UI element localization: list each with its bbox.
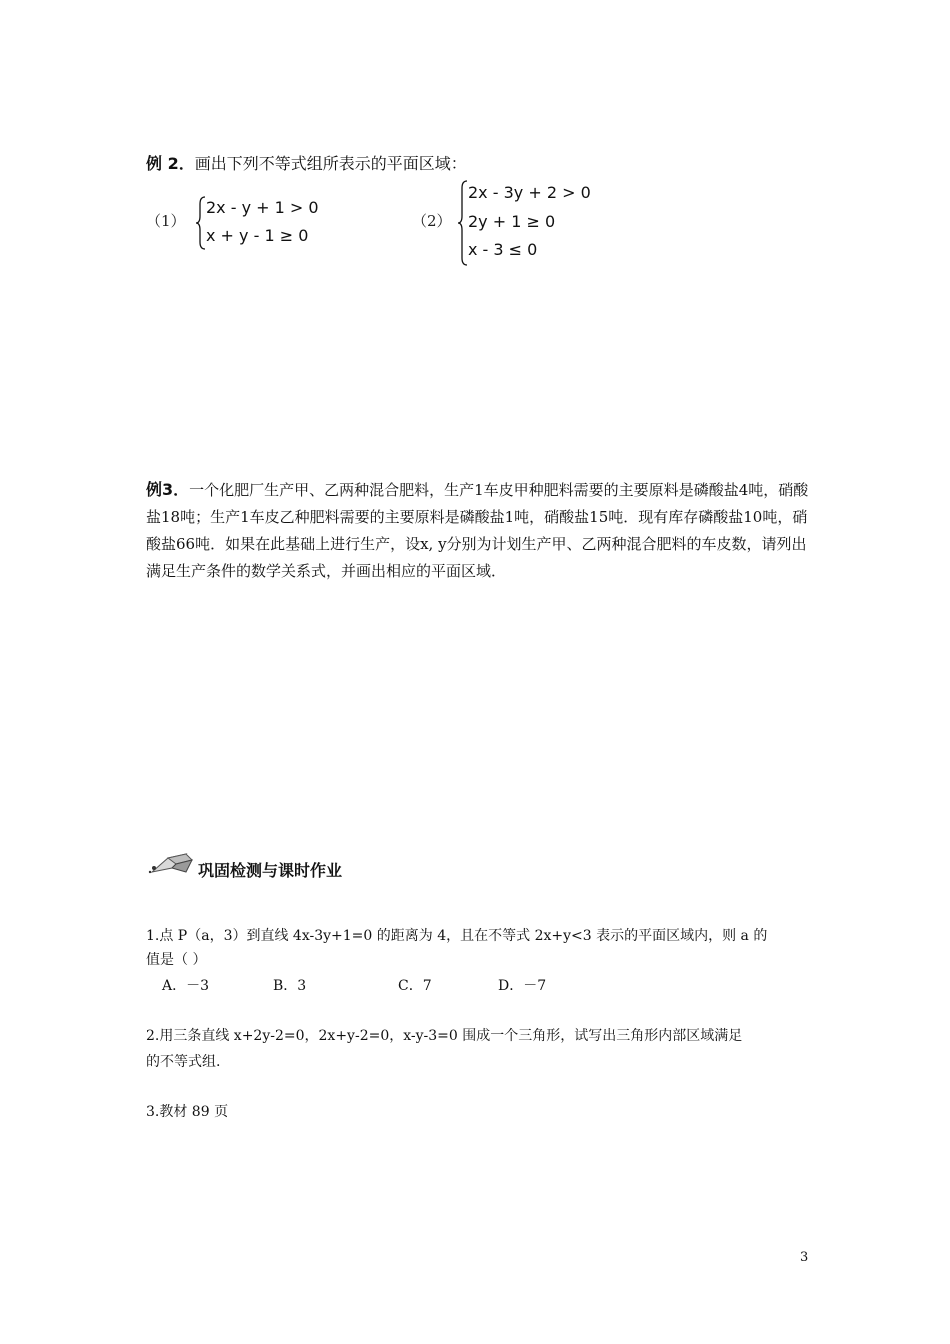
question-2-line-1: 2.用三条直线 x+2y-2=0，2x+y-2=0，x-y-3=0 围成一个三角形，试写出三角形内部区域满足 (146, 1028, 743, 1044)
question-3: 3.教材 89 页 (146, 1104, 229, 1120)
section-header (146, 846, 343, 884)
system-2-line-2: 2y + 1 ≥ 0 (468, 212, 556, 231)
system-1-line-2: x + y - 1 ≥ 0 (206, 226, 309, 245)
system-2-label: （2） (412, 212, 452, 230)
system-1-line-1: 2x - y + 1 > 0 (206, 198, 319, 217)
example-2-label: 例 2． (146, 154, 195, 173)
choice-a: A．－3 (162, 978, 210, 994)
book-icon (146, 846, 196, 880)
example-3-label: 例3． (146, 480, 190, 499)
question-1-line-2: 值是（ ） (146, 952, 207, 968)
question-2-line-2: 的不等式组. (146, 1054, 221, 1070)
choice-b: B．3 (273, 978, 307, 994)
choice-c: C．7 (398, 978, 432, 994)
system-2-line-3: x - 3 ≤ 0 (468, 240, 538, 259)
choice-d: D．－7 (498, 978, 547, 994)
section-title: 巩固检测与课时作业 (198, 861, 343, 880)
system-2-line-1: 2x - 3y + 2 > 0 (468, 183, 591, 202)
example-2-heading (146, 151, 467, 174)
example-3-paragraph (146, 476, 816, 585)
example-2-text: 画出下列不等式组所表示的平面区域： (194, 154, 467, 173)
page-number: 3 (800, 1250, 809, 1265)
example-3-text: 一个化肥厂生产甲、乙两种混合肥料，生产1车皮甲种肥料需要的主要原料是磷酸盐4吨，硝酸盐18吨；生产1车皮乙种肥料需要的主要原料是磷酸盐1吨，硝酸盐15吨．现有库存磷酸盐10吨，硝酸盐66吨．如果在此基础上进行生产，设x, y分别为计划生产甲、乙两种混合肥料的车皮数，请列出满足生产条件的数学关系式，并画出相应的平面区域． (146, 481, 809, 580)
question-1-line-1: 1.点 P（a，3）到直线 4x-3y+1=0 的距离为 4，且在不等式 2x+y<3 表示的平面区域内，则 a 的 (146, 928, 768, 944)
system-1-label: （1） (146, 212, 186, 230)
